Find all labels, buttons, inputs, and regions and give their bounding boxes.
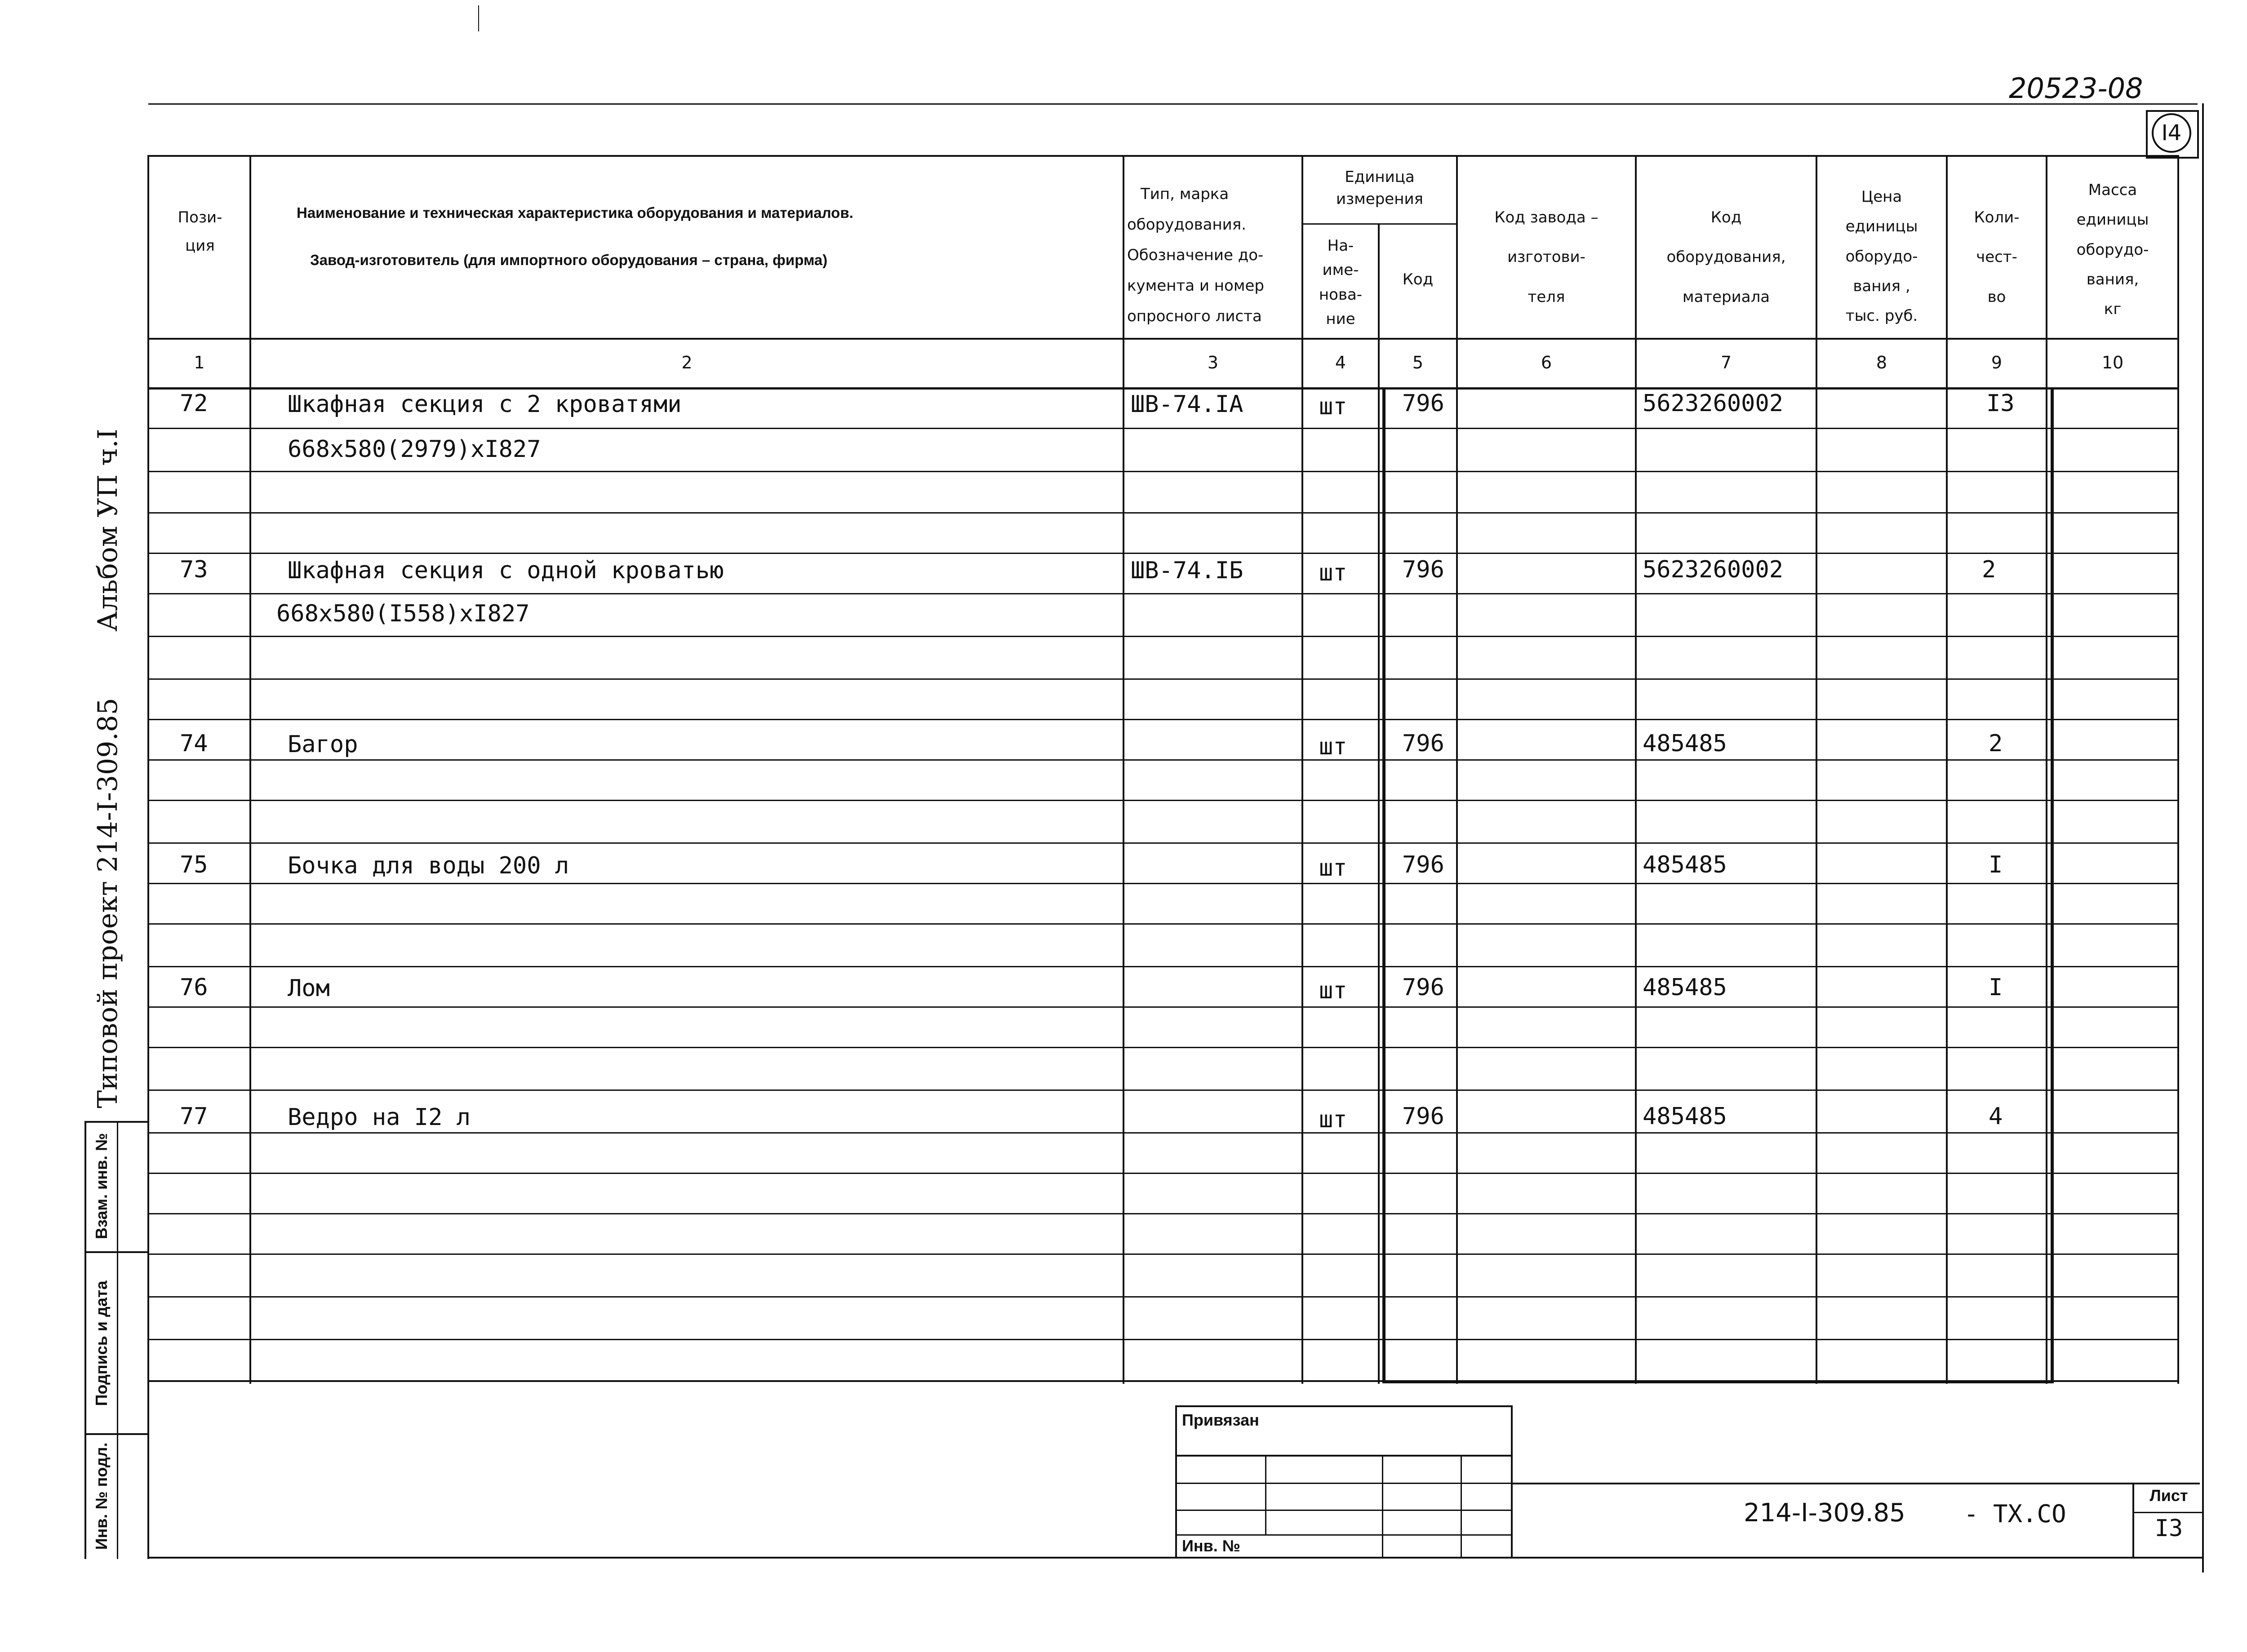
- col-num-1: 1: [194, 353, 205, 372]
- sheet-label: Лист: [2149, 1486, 2188, 1505]
- hdr-mass-l3: оборудо-: [2076, 240, 2149, 259]
- hdr-unit-name-l1: На-: [1327, 237, 1354, 255]
- row-equip-code: 5623260002: [1643, 390, 1784, 417]
- row-position: 75: [180, 851, 208, 878]
- hdr-unit-group: [1303, 166, 1456, 211]
- row-position: 73: [180, 556, 208, 583]
- hdr-type-l4: кумента и номер: [1127, 277, 1264, 295]
- doc-suffix: - ТХ.СО: [1964, 1500, 2066, 1528]
- hdr-mass-l2: единицы: [2076, 211, 2149, 229]
- col-line-3: [1301, 155, 1303, 1384]
- hdr-name-line2: Завод-изготовитель (для импортного оборудования – страна, фирма): [310, 252, 828, 268]
- hdr-equip-l1: Код: [1710, 208, 1742, 226]
- row-line: [148, 471, 2179, 472]
- hdr-mass-l4: вания,: [2086, 270, 2139, 288]
- row-line: [148, 1296, 2179, 1298]
- row-unit: шт: [1319, 393, 1347, 420]
- row-unit-code: 796: [1402, 851, 1444, 878]
- row-position: 74: [180, 730, 208, 757]
- hdr-price-l3: оборудо-: [1845, 247, 1918, 266]
- row-name-line2: 668х580(2979)хI827: [288, 436, 541, 463]
- row-line: [148, 842, 2179, 844]
- row-qty: I: [1989, 974, 2003, 1001]
- row-unit-code: 796: [1402, 556, 1444, 583]
- row-unit: шт: [1319, 733, 1347, 760]
- top-rule: [148, 103, 2198, 105]
- row-qty: I: [1989, 851, 2003, 878]
- hdr-type-l5: опросного листа: [1127, 307, 1262, 325]
- podpis-label: Подпись и дата: [92, 1280, 111, 1406]
- col-num-9: 9: [1991, 353, 2003, 372]
- col-line-2: [1123, 155, 1124, 1384]
- row-line: [148, 1006, 2179, 1008]
- row-qty: 2: [1989, 730, 2003, 757]
- row-position: 72: [180, 390, 208, 417]
- hdr-position: [151, 207, 249, 257]
- row-qty: 2: [1982, 556, 1996, 583]
- row-line: [148, 1339, 2179, 1340]
- hdr-factory-code: [1458, 198, 1635, 317]
- row-line: [148, 553, 2179, 554]
- row-line: [148, 1047, 2179, 1048]
- side-box-inner: [117, 1121, 118, 1559]
- hdr-unit-l2: измерения: [1336, 190, 1424, 208]
- hdr-name-line1: Наименование и техническая характеристика оборудования и материалов.: [297, 204, 853, 221]
- bold-block: [1382, 387, 2054, 1383]
- hdr-price-l5: тыс. руб.: [1845, 307, 1918, 325]
- table-body-bottom: [148, 1380, 2179, 1382]
- hdr-unit-l1: Единица: [1345, 168, 1415, 186]
- col-line-4: [1378, 223, 1380, 1384]
- frame-bottom: [147, 1557, 1514, 1559]
- row-line: [148, 923, 2179, 925]
- row-name: Багор: [288, 731, 358, 758]
- row-equip-code: 5623260002: [1643, 556, 1784, 583]
- hdr-qty-l1: Коли-: [1974, 208, 2020, 226]
- hdr-qty: [1948, 198, 2046, 317]
- row-position: 77: [180, 1103, 208, 1130]
- row-unit: шт: [1319, 559, 1347, 586]
- col-line-1: [249, 155, 251, 1384]
- project-label: Типовой проект 214-I-309.85: [92, 698, 124, 1108]
- row-name: Шкафная секция с одной кроватью: [288, 557, 724, 584]
- row-equip-code: 485485: [1643, 851, 1727, 878]
- row-type: ШВ-74.IБ: [1131, 557, 1243, 584]
- row-type: ШВ-74.IА: [1131, 391, 1243, 418]
- hdr-mass-l1: Масса: [2088, 181, 2137, 199]
- col-num-7: 7: [1720, 353, 1732, 372]
- hdr-equip-l2: оборудования,: [1666, 248, 1786, 266]
- inv-podl-label: Инв. № подл.: [92, 1442, 111, 1550]
- hdr-price-l4: вания ,: [1853, 277, 1910, 295]
- hdr-type-l1: Тип, марка: [1141, 185, 1229, 203]
- hdr-type-l3: Обозначение до-: [1127, 246, 1264, 264]
- stamp-col3: [1461, 1456, 1462, 1558]
- row-unit-code: 796: [1402, 1103, 1444, 1130]
- row-equip-code: 485485: [1643, 1103, 1727, 1130]
- row-line: [148, 593, 2179, 594]
- side-box-div2: [84, 1433, 148, 1435]
- title-bottom: [1512, 1557, 2202, 1559]
- row-unit: шт: [1319, 855, 1347, 881]
- row-line: [148, 636, 2179, 637]
- row-qty: 4: [1989, 1103, 2003, 1130]
- row-unit-code: 796: [1402, 390, 1444, 417]
- hdr-equip-code: [1637, 198, 1816, 317]
- sheet-number: I3: [2154, 1515, 2183, 1542]
- row-line: [148, 678, 2179, 680]
- hdr-position-l1: Пози-: [178, 208, 222, 226]
- row-equip-code: 485485: [1643, 974, 1727, 1001]
- hdr-price-l2: единицы: [1845, 217, 1918, 236]
- row-line: [148, 883, 2179, 884]
- row-equip-code: 485485: [1643, 730, 1727, 757]
- hdr-factory-l3: теля: [1528, 288, 1565, 306]
- side-box-left: [84, 1121, 86, 1559]
- sheet-box-divider: [2132, 1512, 2202, 1513]
- row-line: [148, 1253, 2179, 1255]
- hdr-position-l2: ция: [185, 237, 215, 255]
- row-line: [148, 719, 2179, 720]
- hdr-price: [1817, 182, 1946, 331]
- col-num-10: 10: [2101, 353, 2124, 372]
- hdr-unit-name-l2: име-: [1322, 261, 1359, 279]
- row-name: Ведро на I2 л: [288, 1104, 471, 1131]
- stamp-top: [1175, 1405, 1512, 1407]
- row-unit-code: 796: [1402, 730, 1444, 757]
- col-num-8: 8: [1876, 353, 1887, 372]
- row-line: [148, 512, 2179, 514]
- stamp-col2: [1382, 1456, 1383, 1558]
- col-num-3: 3: [1207, 353, 1219, 372]
- hdr-unit-name: [1303, 234, 1378, 332]
- hdr-qty-l3: во: [1987, 288, 2006, 306]
- row-line: [148, 1132, 2179, 1134]
- col-num-2: 2: [681, 353, 693, 372]
- inv-no-label: Инв. №: [1182, 1537, 1240, 1555]
- doc-number-top: 20523-08: [2009, 72, 2143, 105]
- hdr-type: [1127, 179, 1300, 332]
- row-line: [148, 1213, 2179, 1214]
- stamp-col1: [1265, 1456, 1266, 1534]
- row-name: Шкафная секция с 2 кроватями: [288, 391, 682, 418]
- hdr-unit-name-l4: ние: [1326, 310, 1355, 328]
- row-line: [148, 428, 2179, 429]
- side-box-div1: [84, 1251, 148, 1253]
- row-line: [148, 759, 2179, 761]
- row-position: 76: [180, 974, 208, 1001]
- page-right-edge: [2202, 103, 2204, 1572]
- sheet-box-left: [2132, 1483, 2134, 1558]
- row-line: [148, 800, 2179, 801]
- row-unit: шт: [1319, 1106, 1347, 1133]
- title-line: [1512, 1483, 2200, 1484]
- doc-code: 214-I-309.85: [1744, 1498, 1905, 1528]
- privyazan-label: Привязан: [1182, 1411, 1259, 1429]
- hdr-mass-l5: кг: [2104, 300, 2122, 319]
- scan-mark: [478, 5, 479, 31]
- hdr-unit-name-l3: нова-: [1319, 285, 1363, 304]
- row-unit: шт: [1319, 977, 1347, 1004]
- hdr-factory-l2: изготови-: [1507, 248, 1585, 266]
- row-name-line2: 668х580(I558)хI827: [276, 600, 530, 627]
- header-bottom: [147, 338, 2179, 340]
- table-top: [147, 155, 2179, 157]
- col-num-6: 6: [1541, 353, 1552, 372]
- vzam-label: Взам. инв. №: [92, 1133, 111, 1240]
- row-name: Бочка для воды 200 л: [288, 852, 569, 879]
- unit-group-divider: [1301, 223, 1458, 225]
- row-line: [148, 966, 2179, 967]
- col-num-4: 4: [1335, 353, 1346, 372]
- row-unit-code: 796: [1402, 974, 1444, 1001]
- row-line: [148, 1173, 2179, 1174]
- row-qty: I3: [1986, 390, 2015, 417]
- hdr-price-l1: Цена: [1861, 188, 1902, 206]
- album-label: Альбом УП ч.I: [92, 429, 124, 632]
- page-circle: I4: [2152, 113, 2191, 153]
- hdr-qty-l2: чест-: [1976, 248, 2017, 266]
- row-name: Лом: [288, 975, 330, 1002]
- hdr-equip-l3: материала: [1682, 288, 1770, 306]
- side-box-top: [84, 1121, 148, 1123]
- hdr-unit-code: Код: [1402, 270, 1434, 288]
- col-num-5: 5: [1412, 353, 1424, 372]
- row-line: [148, 1090, 2179, 1091]
- hdr-factory-l1: Код завода –: [1494, 208, 1599, 226]
- hdr-type-l2: оборудования.: [1127, 216, 1247, 234]
- hdr-mass: [2047, 175, 2178, 324]
